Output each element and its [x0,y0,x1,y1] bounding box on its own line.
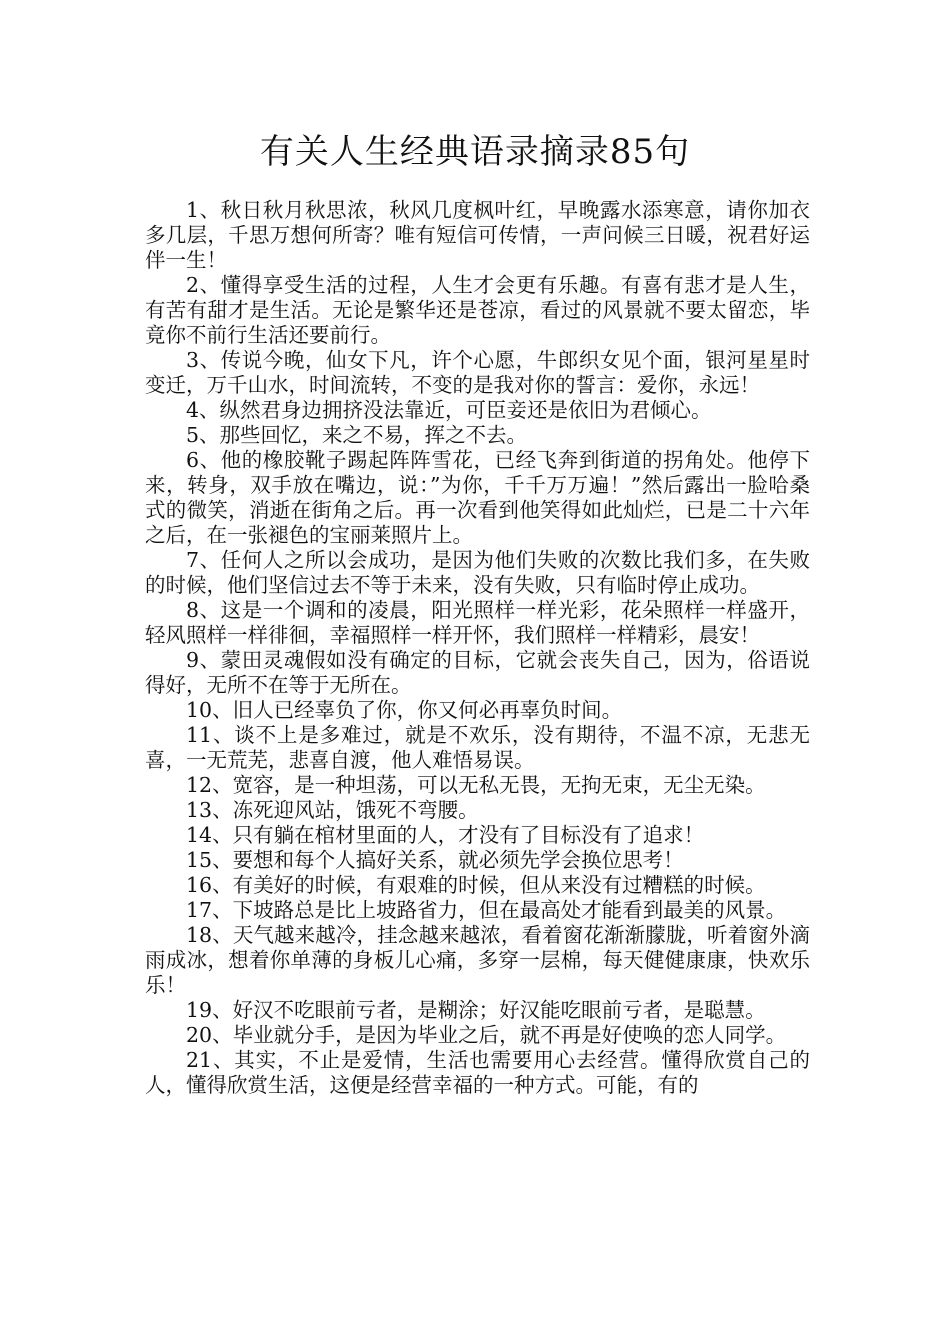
quote-paragraph-19: 19、好汉不吃眼前亏者，是糊涂；好汉能吃眼前亏者，是聪慧。 [186,998,766,1022]
document-title: 有关人生经典语录摘录85句 [259,132,691,172]
quote-paragraph-9: 9、蒙田灵魂假如没有确定的目标，它就会丧失自己，因为，俗语说得好，无所不在等于无所在。 [145,648,810,697]
quote-paragraph-12: 12、宽容，是一种坦荡，可以无私无畏，无拘无束，无尘无染。 [186,773,766,797]
quote-paragraph-14: 14、只有躺在棺材里面的人，才没有了目标没有了追求！ [186,823,705,847]
quote-paragraph-13: 13、冻死迎风站，饿死不弯腰。 [186,798,479,822]
quote-paragraph-2: 2、懂得享受生活的过程，人生才会更有乐趣。有喜有悲才是人生，有苦有甜才是生活。无论是繁华还是苍凉，看过的风景就不要太留恋，毕竟你不前行生活还要前行。 [145,273,810,347]
quote-paragraph-10: 10、旧人已经辜负了你，你又何必再辜负时间。 [186,698,623,722]
quote-paragraph-8: 8、这是一个调和的凌晨，阳光照样一样光彩，花朵照样一样盛开，轻风照样一样徘徊，幸福照样一样开怀，我们照样一样精彩，晨安！ [145,598,810,647]
quote-paragraph-11: 11、谈不上是多难过，就是不欢乐，没有期待，不温不凉，无悲无喜，一无荒芜，悲喜自渡，他人难悟易误。 [145,723,810,772]
quote-paragraph-15: 15、要想和每个人搞好关系，就必须先学会换位思考！ [186,848,684,872]
quote-paragraph-1: 1、秋日秋月秋思浓，秋风几度枫叶红，早晚露水添寒意，请你加衣多几层，千思万想何所寄？唯有短信可传情，一声问候三日暖，祝君好运伴一生！ [145,198,810,272]
quote-paragraph-21: 21、其实，不止是爱情，生活也需要用心去经营。懂得欣赏自己的人，懂得欣赏生活，这便是经营幸福的一种方式。可能，有的 [145,1048,810,1097]
quote-paragraph-7: 7、任何人之所以会成功，是因为他们失败的次数比我们多，在失败的时候，他们坚信过去不等于未来，没有失败，只有临时停止成功。 [145,548,810,597]
quote-paragraph-20: 20、毕业就分手，是因为毕业之后，就不再是好使唤的恋人同学。 [186,1023,787,1047]
quote-paragraph-3: 3、传说今晚，仙女下凡，许个心愿，牛郎织女见个面，银河星星时变迁，万千山水，时间流转，不变的是我对你的誓言：爱你，永远！ [145,348,810,397]
quote-paragraph-4: 4、纵然君身边拥挤没法靠近，可臣妾还是依旧为君倾心。 [186,398,712,422]
quote-paragraph-5: 5、那些回忆，来之不易，挥之不去。 [186,423,528,447]
document-body [145,198,810,1098]
quote-paragraph-17: 17、下坡路总是比上坡路省力，但在最高处才能看到最美的风景。 [186,898,787,922]
quote-paragraph-18: 18、天气越来越冷，挂念越来越浓，看着窗花渐渐朦胧，听着窗外滴雨成冰，想着你单薄的身板儿心痛，多穿一层棉，每天健健康康，快欢乐乐！ [145,923,810,997]
quote-paragraph-16: 16、有美好的时候，有艰难的时候，但从来没有过糟糕的时候。 [186,873,766,897]
quote-paragraph-6: 6、他的橡胶靴子踢起阵阵雪花，已经飞奔到街道的拐角处。他停下来，转身，双手放在嘴边，说：”为你，千千万万遍！”然后露出一脸哈桑式的微笑，消逝在街角之后。再一次看到他笑得如此灿烂，已是二十六年之后，在一张褪色的宝丽莱照片上。 [145,448,810,547]
